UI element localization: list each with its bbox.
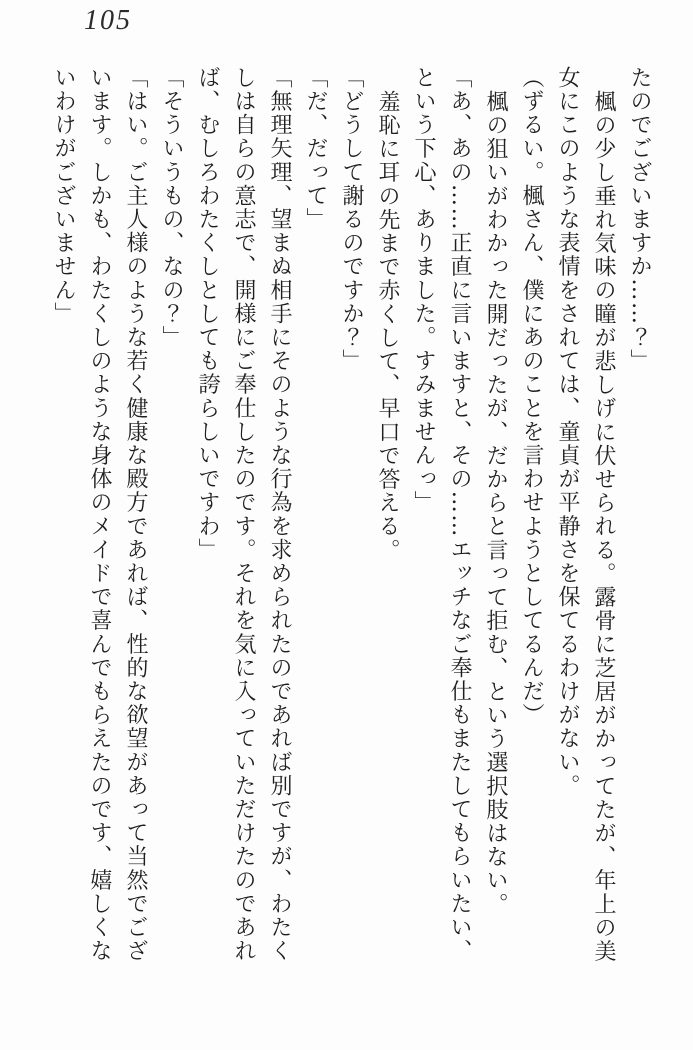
paragraph: 「そういうもの、なの？」 [159, 66, 184, 350]
paragraph: 楓の狙いがわかった開だったが、だからと言って拒む、という選択肢はない。 [483, 90, 508, 916]
paragraph: たのでございますか……？」 [627, 66, 652, 373]
paragraph: 楓の少し垂れ気味の瞳が悲しげに伏せられる。露骨に芝居がかってたが、年上の美女にこのような表情をされては、童貞が平静さを保てるわけがない。 [555, 66, 616, 964]
paragraph: 羞恥に耳の先まで赤くして、早口で答える。 [375, 90, 400, 562]
page-number: 105 [84, 5, 132, 36]
paragraph: 「あ、あの……正直に言いますと、その……エッチなご奉仕もまたしてもらいたい、という下心、ありました。すみませんっ」 [411, 66, 472, 963]
paragraph: 「どうして謝るのですか？」 [339, 66, 364, 373]
paragraph: 「だ、だって」 [303, 66, 328, 232]
paragraph: （ずるい。楓さん、僕にあのことを言わせようとしてるんだ） [519, 66, 544, 727]
paragraph: 「はい。ご主人様のような若く健康な殿方であれば、性的な欲望があって当然でございます。しかも、わたくしのような身体のメイドで喜んでもらえたのです、嬉しくないわけがございません」 [51, 66, 148, 963]
paragraph: 「無理矢理、望まぬ相手にそのような行為を求められたのであれば別ですが、わたくしは自らの意志で、開様にご奉仕したのです。それを気に入っていただけたのであれば、むしろわたくしとしても誇らしいですわ」 [195, 66, 292, 963]
text-block [45, 66, 657, 966]
